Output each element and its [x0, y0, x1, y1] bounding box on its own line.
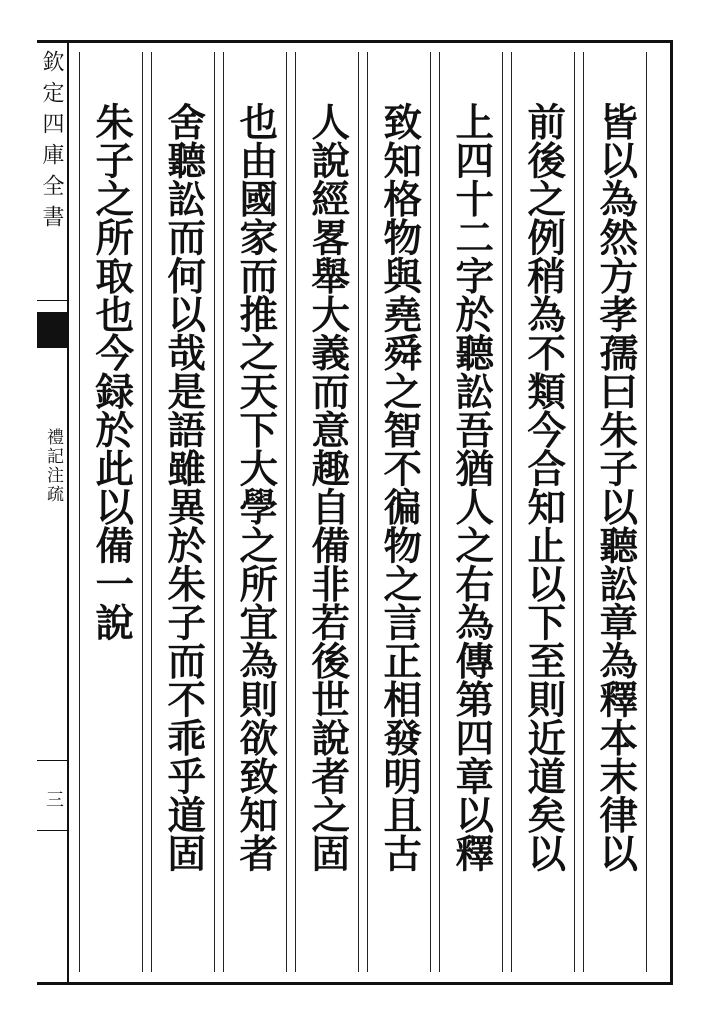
text-column-8-text: 朱子之所取也今録於此以備一說 — [89, 102, 135, 641]
text-column-6-text: 也由國家而推之天下大學之所宜為則欲致知者 — [233, 102, 279, 872]
text-column-3-text: 上四十二字於聽訟吾猶人之右為傳第四章以釋 — [449, 102, 495, 872]
margin-rule-lower — [37, 760, 69, 761]
margin-rule-upper — [37, 300, 69, 301]
text-column-6 — [223, 52, 287, 972]
text-column-5 — [295, 52, 359, 972]
text-column-4-text: 致知格物與堯舜之智不徧物之言正相發明且古 — [377, 102, 423, 872]
text-column-5-text: 人說經畧舉大義而意趣自備非若後世說者之固 — [305, 102, 351, 872]
text-column-4 — [367, 52, 431, 972]
text-column-7 — [151, 52, 215, 972]
margin-book-title: 禮記注疏 — [43, 428, 63, 504]
text-column-3 — [439, 52, 503, 972]
text-column-2-text: 前後之例稍為不類今合知止以下至則近道矣以 — [521, 102, 567, 872]
text-column-2 — [511, 52, 575, 972]
text-column-1-text: 皆以為然方孝孺曰朱子以聽訟章為釋本末律以 — [593, 102, 639, 872]
margin-rule-bottom — [37, 830, 69, 831]
margin-page-number: 三 — [43, 790, 64, 808]
text-column-8 — [79, 52, 143, 972]
margin-collection-title: 欽定四庫全書 — [39, 50, 64, 236]
fishtail-mark — [37, 312, 67, 348]
text-column-1 — [583, 52, 647, 972]
text-column-7-text: 舍聽訟而何以哉是語雖異於朱子而不乖乎道固 — [161, 102, 207, 872]
